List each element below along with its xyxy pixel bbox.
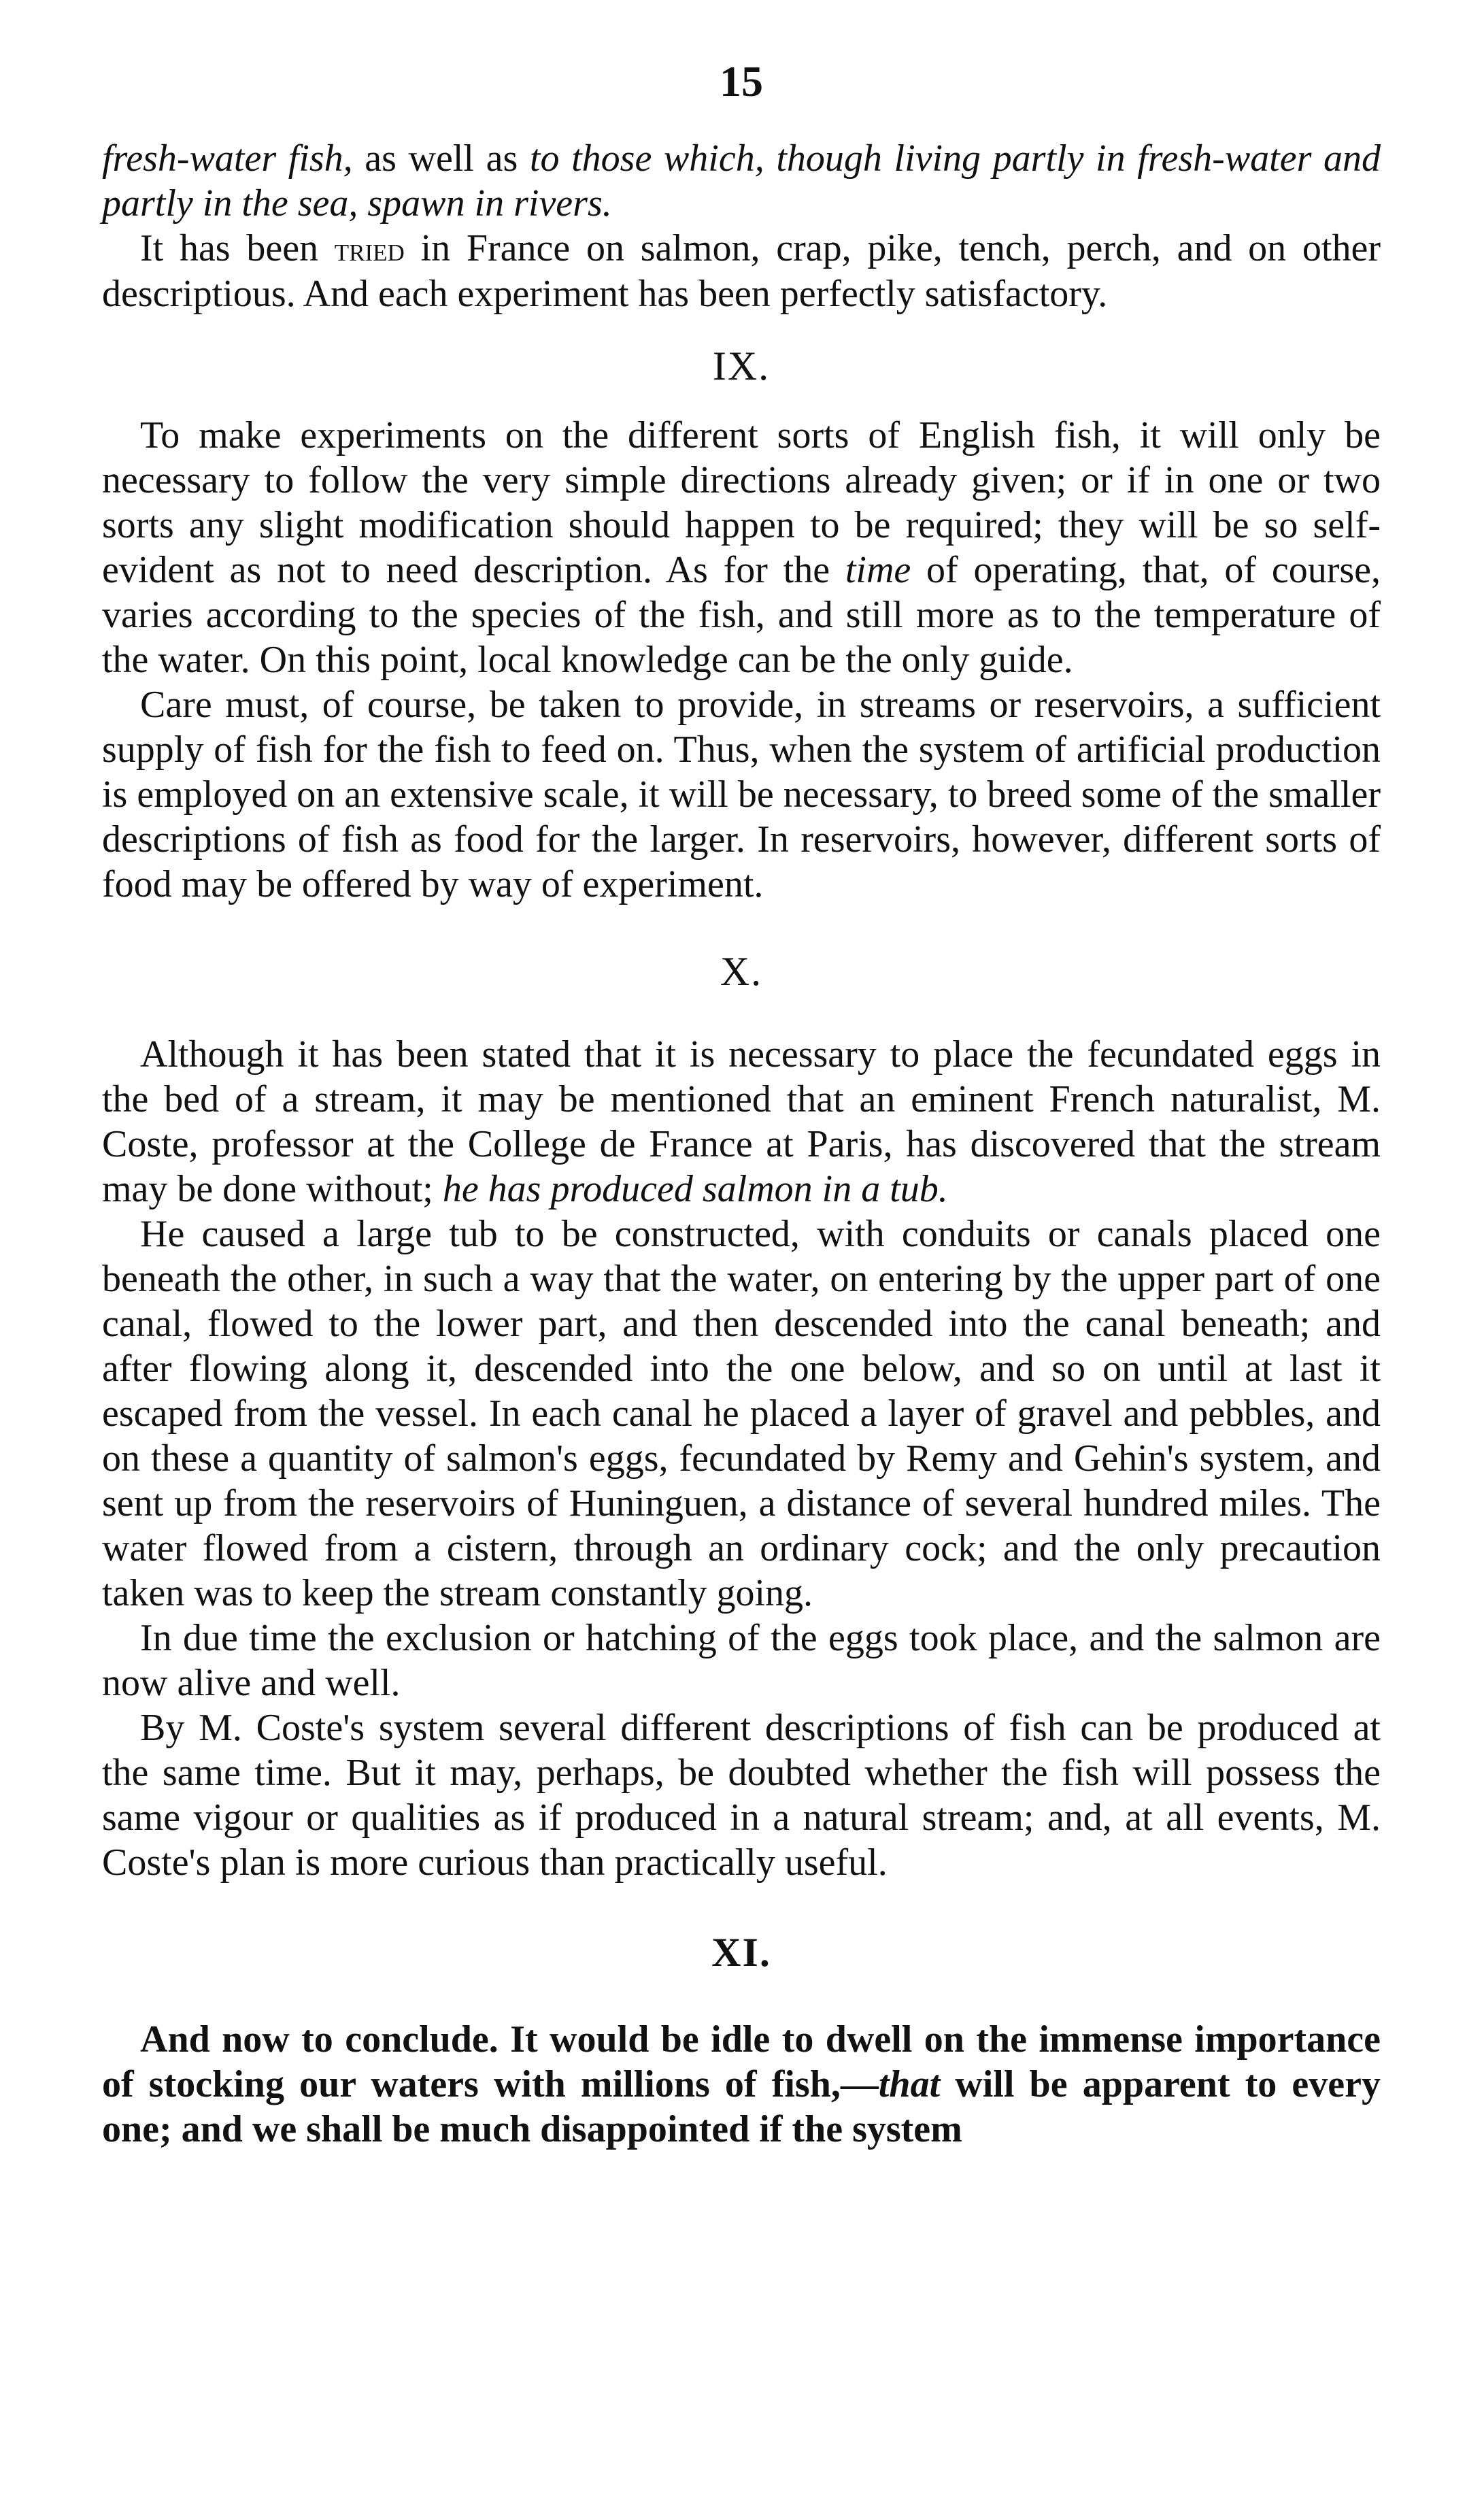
paragraph: Care must, of course, be taken to provide, in streams or reservoirs, a sufficient supply of fish for the fish to feed on. Thus, when the system of artificial production is employed on an extensive scale, it will be necessary, to breed some of the smaller descriptions of fish as food for the larger. In reservoirs, however, different sorts of food may be offered by way of experiment.: [102, 684, 1381, 905]
section-heading-x: X.: [720, 949, 763, 994]
paragraph: [102, 226, 1381, 316]
paragraph-text: will be apparent to every one; and we shall be much disappointed if the system: [102, 2063, 1381, 2150]
paragraph: In due time the exclusion or hatching of the eggs took place, and the salmon are now alive and well.: [102, 1617, 1381, 1704]
paragraph-text: of operating, that, of course, varies according to the species of the fish, and still more as to the temperature of the water. On this point, local knowledge can be the only guide.: [102, 549, 1381, 681]
page-number: 15: [720, 57, 763, 105]
section-heading-xi: XI.: [711, 1930, 771, 1975]
paragraph: [102, 1032, 1381, 1212]
small-caps-text: tried: [334, 230, 405, 268]
italic-text: to those which, though living partly in fresh-water and partly in the sea, spawn in rivers.: [102, 137, 1381, 224]
paragraph: He caused a large tub to be constructed, with conduits or canals placed one beneath the other, in such a way that the water, on entering by the upper part of one canal, flowed to the lower part, and then descended into the canal beneath; and after flowing along it, descended into the one below, and so on until at last it escaped from the vessel. In each canal he placed a layer of gravel and pebbles, and on these a quantity of salmon's eggs, fecundated by Remy and Gehin's system, and sent up from the reservoirs of Huninguen, a distance of several hundred miles. The water flowed from a cistern, through an ordinary cock; and the only precaution taken was to keep the stream constantly going.: [102, 1213, 1381, 1614]
paragraph: [102, 413, 1381, 682]
italic-text: that: [878, 2063, 941, 2105]
page: [102, 54, 1381, 2152]
paragraph-text: It has been: [140, 227, 335, 269]
italic-text: he has produced salmon in a tub.: [442, 1168, 948, 1210]
paragraph: [102, 2017, 1381, 2152]
paragraph: By M. Coste's system several different descriptions of fish can be produced at the same time. But it may, perhaps, be doubted whether the fish will possess the same vigour or qualities as if produced in a natural stream; and, at all events, M. Coste's plan is more curious than practically useful.: [102, 1707, 1381, 1884]
paragraph-text: as well as: [352, 137, 530, 180]
paragraph-text: To make experiments on the different sorts of English fish, it will only be necessary to follow the very simple directions already given; or if in one or two sorts any slight modification should happen to be required; they will be so self-evident as not to need description. As for the: [102, 414, 1381, 591]
paragraph-text: Although it has been stated that it is necessary to place the fecundated eggs in the bed of a stream, it may be mentioned that an eminent French naturalist, M. Coste, professor at the College de France at Paris, has discovered that the stream may be done without;: [102, 1033, 1381, 1210]
italic-text: fresh-water fish,: [102, 137, 353, 180]
paragraph-text: in France on salmon, crap, pike, tench, perch, and on other descriptious. And each experiment has been perfectly satisfactory.: [102, 227, 1381, 315]
section-heading-ix: IX.: [712, 344, 771, 388]
paragraph-text: And now to conclude. It would be idle to dwell on the immense importance of stocking our waters with millions of fish,—: [102, 2018, 1381, 2105]
paragraph-continuation: [102, 136, 1381, 226]
italic-text: time: [845, 549, 911, 591]
